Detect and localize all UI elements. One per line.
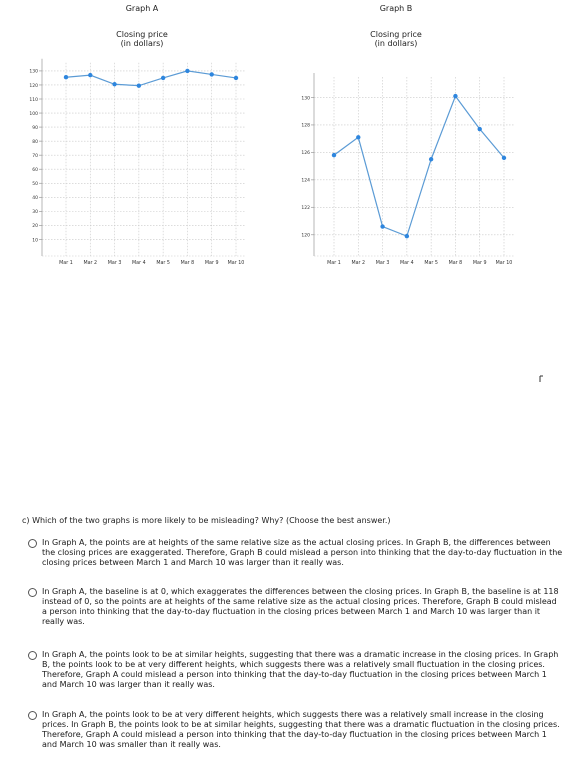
graph-b-y-tick-label: 124: [301, 178, 310, 184]
graph-b-data-point: [453, 94, 457, 98]
graph-a-x-tick-label: Mar 2: [83, 261, 98, 266]
answer-option-1[interactable]: [28, 538, 563, 568]
graph-b-x-tick-label: Mar 8: [448, 261, 463, 266]
answer-option-4[interactable]: [28, 710, 563, 750]
graph-a-y-tick-label: 130: [29, 69, 38, 75]
graph-a-y-tick-label: 100: [29, 111, 38, 117]
graph-a-x-tick-label: Mar 5: [156, 261, 170, 266]
graph-b-x-tick-label: Mar 1: [327, 261, 341, 266]
graph-b-x-tick-label: Mar 10: [495, 261, 513, 266]
graph-b-x-tick-label: Mar 5: [424, 261, 438, 266]
answer-option-text: In Graph A, the points look to be at very different heights, which suggests there was a relatively small increase in the closing prices. In Graph B, the points look to be at similar heights, suggesting that there was a dramatic fluctuation in the closing prices. Therefore, Graph A could mislead a person into thinking that the day-to-day fluctuation in the closing prices between March 1 and March 10 was smaller than it really was.: [42, 710, 560, 749]
graph-b-data-point: [332, 153, 336, 157]
graph-b-x-tick-label: Mar 3: [375, 261, 390, 266]
mouse-cursor-icon: [540, 376, 544, 382]
graph-b-x-tick-label: Mar 4: [400, 261, 414, 266]
radio-button-icon[interactable]: [28, 539, 37, 548]
graph-b-chart: [0, 0, 575, 290]
graph-b-y-tick-label: 122: [301, 206, 310, 212]
graph-a-chart-title-line1: Closing price: [116, 30, 168, 39]
graph-b-data-point: [478, 127, 482, 131]
graph-a-x-tick-label: Mar 9: [204, 261, 219, 266]
graph-b-data-point: [356, 135, 360, 139]
graph-b-x-tick-label: Mar 9: [472, 261, 487, 266]
graph-a-y-tick-label: 50: [32, 182, 38, 188]
graph-b-chart-title-line1: Closing price: [370, 30, 422, 39]
graph-a-y-tick-label: 80: [32, 139, 38, 145]
graph-b-data-point: [502, 156, 506, 160]
graph-a-y-tick-label: 110: [29, 97, 38, 103]
graph-a-y-tick-label: 60: [32, 168, 38, 174]
graph-b-y-tick-label: 126: [301, 151, 310, 157]
question-prompt: c) Which of the two graphs is more likely to be misleading? Why? (Choose the best answer.): [22, 516, 391, 525]
graph-a-x-tick-label: Mar 4: [132, 261, 146, 266]
graph-a-y-tick-label: 30: [32, 210, 38, 216]
answer-option-text: In Graph A, the points are at heights of the same relative size as the actual closing prices. In Graph B, the differences between the closing prices are exaggerated. Therefore, Graph B could mislead a person into thinking that the day-to-day fluctuation in the closing prices between March 1 and March 10 was larger than it really was.: [42, 538, 563, 567]
answer-option-text: In Graph A, the baseline is at 0, which exaggerates the differences between the closing prices. In Graph B, the baseline is at 118 instead of 0, so the points are at heights of the same relative size as the actual closing prices. Therefore, Graph B could mislead a person into thinking that the day-to-day fluctuation in the closing prices between March 1 and March 10 was larger than it really was.: [42, 587, 559, 626]
radio-button-icon[interactable]: [28, 588, 37, 597]
graph-a-chart-title-line2: (in dollars): [120, 39, 164, 48]
radio-button-icon[interactable]: [28, 711, 37, 720]
graph-b-data-point: [380, 224, 384, 228]
graph-b-series-line: [334, 96, 504, 236]
graph-a-y-tick-label: 20: [32, 224, 38, 230]
graph-a-y-tick-label: 120: [29, 83, 38, 89]
graph-a-x-tick-label: Mar 3: [107, 261, 122, 266]
graph-b-chart-title-line2: (in dollars): [374, 39, 418, 48]
graph-b-data-point: [429, 157, 433, 161]
graph-a-x-tick-label: Mar 10: [227, 261, 245, 266]
graph-b-y-tick-label: 130: [301, 96, 310, 102]
graph-a-y-tick-label: 70: [32, 153, 38, 159]
graph-a-title: Graph A: [125, 4, 159, 13]
graph-a-x-tick-label: Mar 8: [180, 261, 195, 266]
answer-option-2[interactable]: [28, 587, 563, 627]
graph-b-y-tick-label: 120: [301, 233, 310, 239]
answer-option-3[interactable]: [28, 650, 563, 690]
graph-a-y-tick-label: 40: [32, 196, 38, 202]
graph-a-y-tick-label: 90: [32, 125, 38, 131]
graph-b-data-point: [405, 234, 409, 238]
graph-b-x-tick-label: Mar 2: [351, 261, 366, 266]
answer-option-text: In Graph A, the points look to be at similar heights, suggesting that there was a dramatic increase in the closing prices. In Graph B, the points look to be at very different heights, which suggests there was a relatively small fluctuation in the closing prices. Therefore, Graph A could mislead a person into thinking that the day-to-day fluctuation in the closing prices between March 1 and March 10 was larger than it really was.: [42, 650, 559, 689]
radio-button-icon[interactable]: [28, 651, 37, 660]
graph-b-title: Graph B: [379, 4, 413, 13]
graph-a-y-tick-label: 10: [32, 238, 38, 244]
graph-b-y-tick-label: 128: [301, 123, 310, 129]
graph-a-x-tick-label: Mar 1: [59, 261, 73, 266]
